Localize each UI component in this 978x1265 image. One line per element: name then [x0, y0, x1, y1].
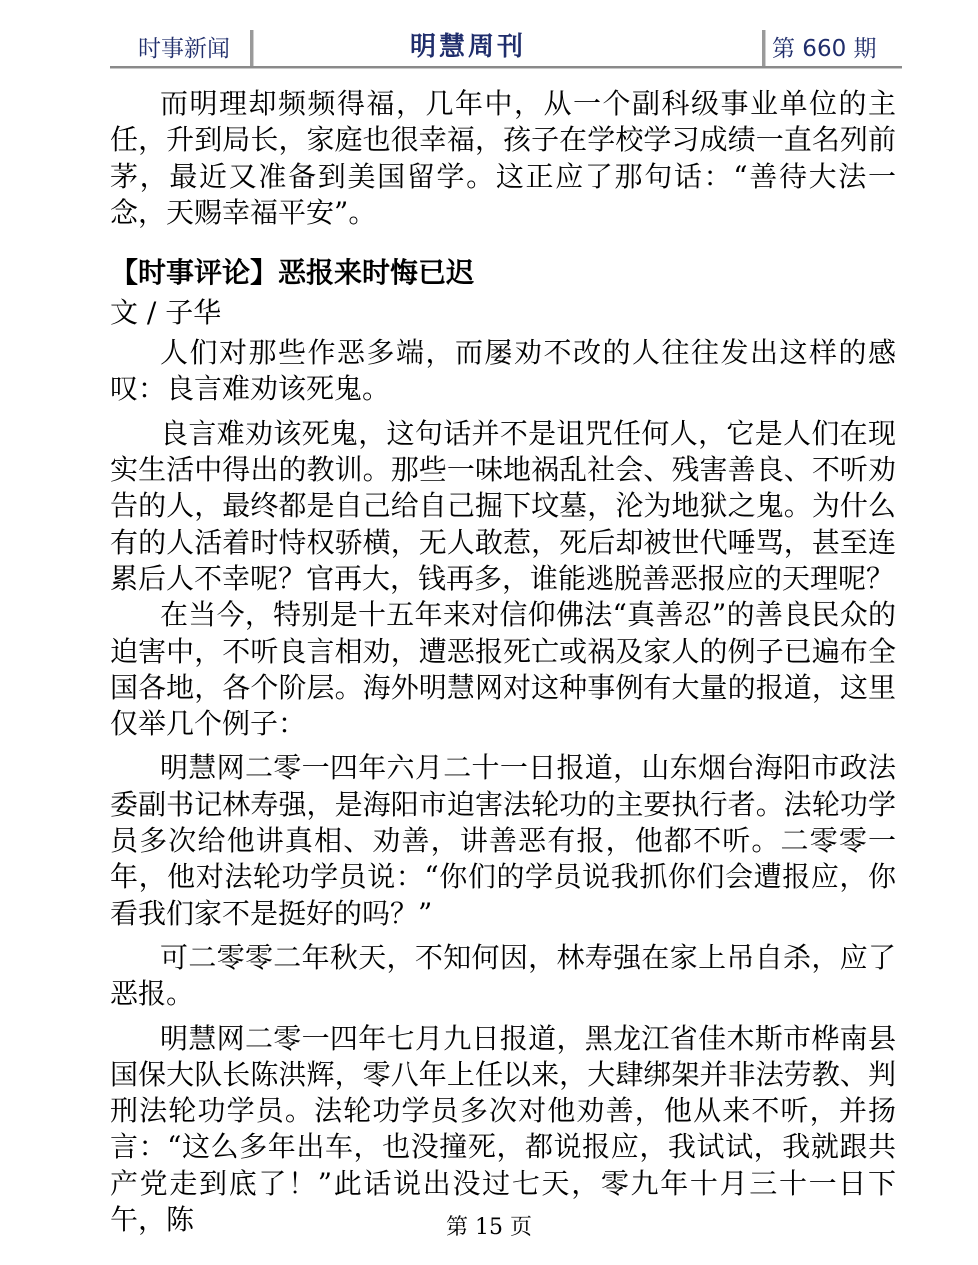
header-issue-number: 第 660 期 — [772, 36, 877, 62]
page-header — [110, 22, 902, 66]
article-paragraph: 在当今，特别是十五年来对信仰佛法“真善忍”的善良民众的迫害中，不听良言相劝，遭恶报死亡或祸及家人的例子已遍布全国各地，各个阶层。海外明慧网对这种事例有大量的报道，这里仅举几个例子： — [110, 598, 896, 741]
header-section-label: 时事新闻 — [138, 36, 230, 62]
header-publication-title: 明慧周刊 — [410, 32, 527, 62]
article-paragraph: 可二零零二年秋天，不知何因，林寿强在家上吊自杀，应了恶报。 — [110, 940, 896, 1011]
header-divider-right — [762, 30, 765, 66]
article-paragraph: 人们对那些作恶多端，而屡劝不改的人往往发出这样的感叹：良言难劝该死鬼。 — [110, 336, 896, 406]
article-byline: 文 / 子华 — [110, 296, 222, 330]
page-content — [110, 86, 896, 1238]
article-title: 【时事评论】恶报来时悔已迟 — [110, 256, 475, 290]
intro-paragraph: 而明理却频频得福，几年中，从一个副科级事业单位的主任，升到局长，家庭也很幸福，孩子在学校学习成绩一直名列前茅，最近又准备到美国留学。这正应了那句话：“善待大法一念，天赐幸福平安”。 — [110, 87, 896, 229]
article-paragraph: 良言难劝该死鬼，这句话并不是诅咒任何人，它是人们在现实生活中得出的教训。那些一味地祸乱社会、残害善良、不听劝告的人，最终都是自己给自己掘下坟墓，沦为地狱之鬼。为什么有的人活着时恃权骄横，无人敢惹，死后却被世代唾骂，甚至连累后人不幸呢？官再大，钱再多，谁能逃脱善恶报应的天理呢？ — [110, 416, 896, 595]
article-paragraph: 明慧网二零一四年七月九日报道，黑龙江省佳木斯市桦南县国保大队长陈洪辉，零八年上任以来，大肆绑架并非法劳教、判刑法轮功学员。法轮功学员多次对他劝善，他从来不听，并扬言：“这么多年出车，也没撞死，都说报应，我试试，我就跟共产党走到底了！”此话说出没过七天，零九年十月三十一日下午，陈 — [110, 1021, 896, 1237]
article-paragraph: 明慧网二零一四年六月二十一日报道，山东烟台海阳市政法委副书记林寿强，是海阳市迫害法轮功的主要执行者。法轮功学员多次给他讲真相、劝善，讲善恶有报，他都不听。二零零一年，他对法轮功学员说：“你们的学员说我抓你们会遭报应，你看我们家不是挺好的吗？” — [110, 751, 896, 930]
page-footer-number: 第 15 页 — [446, 1215, 532, 1240]
header-rule — [110, 66, 902, 68]
header-divider-left — [250, 30, 253, 66]
